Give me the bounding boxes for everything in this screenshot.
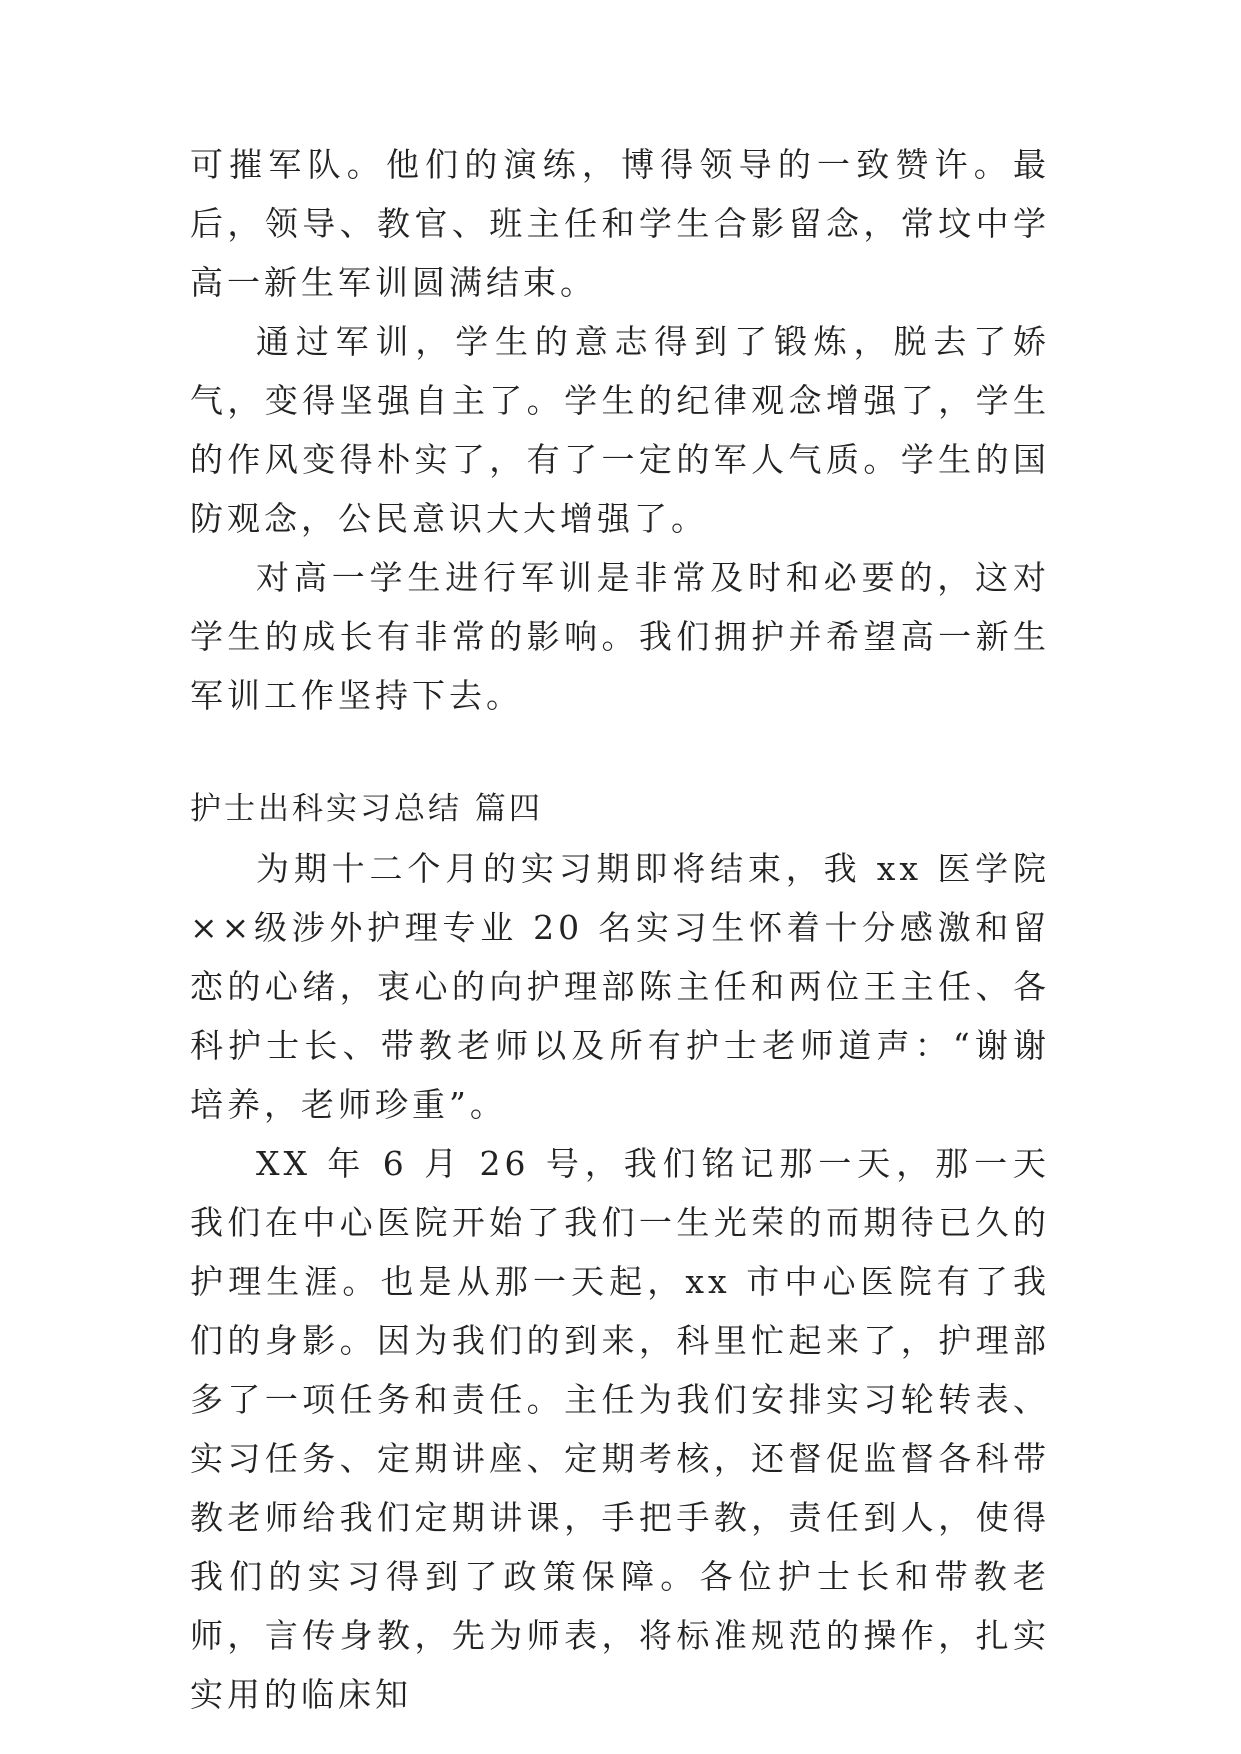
paragraph-internship-intro: 为期十二个月的实习期即将结束，我 xx 医学院××级涉外护理专业 20 名实习生怀着十分感激和留恋的心绪，衷心的向护理部陈主任和两位王主任、各科护士长、带教老师以及所有护士老师道声：“谢谢培养，老师珍重”。: [190, 849, 1050, 1124]
paragraph-training-results: 通过军训，学生的意志得到了锻炼，脱去了娇气，变得坚强自主了。学生的纪律观念增强了，学生的作风变得朴实了，有了一定的军人气质。学生的国防观念，公民意识大大增强了。: [190, 322, 1050, 538]
section-heading: 护士出科实习总结 篇四: [190, 791, 543, 827]
document-page: [190, 135, 1050, 1724]
paragraph-continuation: 可摧军队。他们的演练，博得领导的一致赞许。最后，领导、教官、班主任和学生合影留念，常坟中学高一新生军训圆满结束。: [190, 145, 1050, 302]
paragraph-training-conclusion: 对高一学生进行军训是非常及时和必要的，这对学生的成长有非常的影响。我们拥护并希望高一新生军训工作坚持下去。: [190, 558, 1050, 715]
paragraph-internship-start: XX 年 6 月 26 号，我们铭记那一天，那一天我们在中心医院开始了我们一生光荣的而期待已久的护理生涯。也是从那一天起，xx 市中心医院有了我们的身影。因为我们的到来，科里忙起来了，护理部多了一项任务和责任。主任为我们安排实习轮转表、实习任务、定期讲座、定期考核，还督促监督各科带教老师给我们定期讲课，手把手教，责任到人，使得我们的实习得到了政策保障。各位护士长和带教老师，言传身教，先为师表，将标准规范的操作，扎实实用的临床知: [190, 1144, 1050, 1714]
